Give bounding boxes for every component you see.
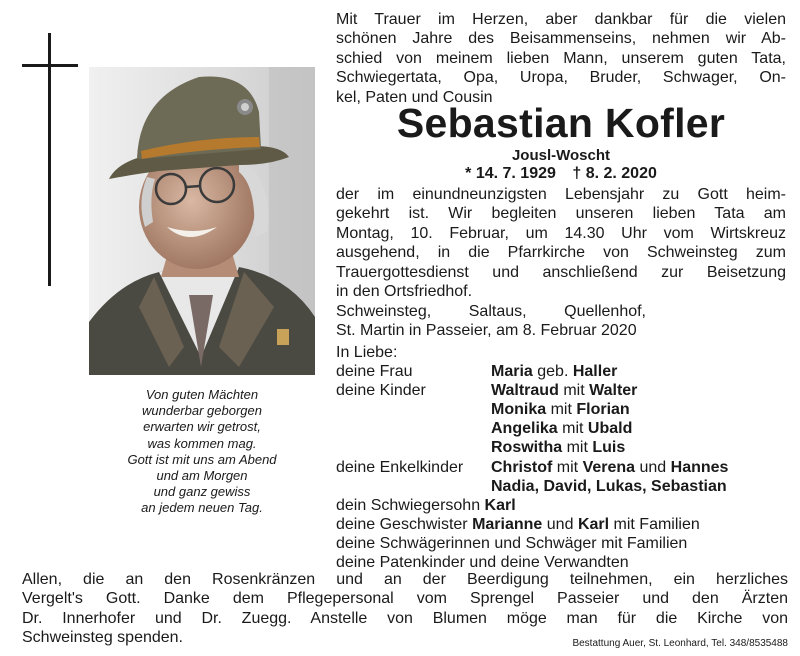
closing-line: Dr. Innerhofer und Dr. Zuegg. Anstelle von Blumen möge man für die Kirche von — [22, 609, 788, 627]
child-conj: mit — [563, 382, 585, 400]
wife-nee: geb. — [537, 363, 569, 381]
poem-line: erwarten wir getrost, — [143, 419, 261, 435]
child-conj: mit — [550, 401, 572, 419]
siblings-rest: mit Familien — [613, 515, 700, 533]
family-heading: In Liebe: — [336, 344, 398, 361]
intro-line: Schwiegertata, Opa, Uropa, Bruder, Schwager, On- — [336, 69, 786, 87]
undertaker-credit: Bestattung Auer, St. Leonhard, Tel. 348/8535488 — [572, 638, 788, 649]
child-name: Roswitha — [491, 439, 563, 457]
funeral-line: gekehrt ist. Wir begleiten unseren lieben Tata am — [336, 205, 786, 223]
funeral-line: Montag, 10. Februar, um 14.30 Uhr vom Wirtskreuz — [336, 224, 786, 242]
closing-text — [22, 570, 788, 648]
poem-line: was kommen mag. — [147, 435, 257, 451]
child-conj: mit — [566, 439, 588, 457]
child-partner: Florian — [576, 401, 630, 419]
family-list — [336, 343, 796, 572]
grandchild-partner: Verena — [582, 458, 636, 476]
child-name: Waltraud — [491, 382, 559, 400]
poem — [89, 387, 315, 517]
child-conj: mit — [562, 420, 584, 438]
children-label: deine Kinder — [336, 382, 426, 400]
deceased-nickname: Jousl-Woscht — [511, 147, 611, 164]
funeral-text — [336, 185, 786, 301]
intro-line: schied von meinem lieben Mann, unserem guten Tata, — [336, 49, 786, 67]
intro-line: kel, Paten und Cousin — [336, 88, 493, 106]
child-partner: Ubald — [587, 420, 633, 438]
soninlaw-name: Karl — [484, 496, 516, 514]
poem-line: und ganz gewiss — [153, 484, 251, 500]
place-line: St. Martin in Passeier, am 8. Februar 2020 — [336, 322, 637, 340]
closing-line: Schweinsteg spenden. — [22, 629, 183, 647]
poem-line: Gott ist mit uns am Abend — [127, 451, 277, 467]
siblings-label: deine Geschwister — [336, 515, 468, 533]
wife-name: Maria — [491, 363, 533, 381]
siblings-conj: und — [546, 515, 574, 533]
soninlaw-label: dein Schwiegersohn — [336, 496, 481, 514]
funeral-line: in den Ortsfriedhof. — [336, 283, 473, 301]
closing-line: Allen, die an den Rosenkränzen und an der Beerdigung teilnehmen, ein herzliches — [22, 571, 788, 588]
child-partner: Luis — [592, 439, 626, 457]
grandchild-name: Hannes — [670, 458, 729, 476]
sibling-name: Karl — [577, 515, 610, 533]
poem-line: und am Morgen — [156, 468, 248, 484]
grandchild-conj: und — [639, 458, 667, 476]
inlaws-line: deine Schwägerinnen und Schwäger mit Familien — [336, 534, 688, 552]
poem-line: wunderbar geborgen — [142, 403, 262, 419]
wife-maiden: Haller — [572, 363, 618, 381]
death-date: † 8. 2. 2020 — [572, 165, 657, 182]
intro-text — [336, 10, 786, 107]
place-date — [336, 302, 786, 341]
grandchild-conj: mit — [556, 458, 579, 476]
place-line: Schweinsteg, Saltaus, Quellenhof, — [336, 303, 646, 320]
grandchildren-label: deine Enkelkinder — [336, 458, 464, 476]
wife-label: deine Frau — [336, 363, 413, 381]
funeral-line: der im einundneunzigsten Lebensjahr zu Gott heim- — [336, 186, 786, 203]
deceased-name: Sebastian Kofler — [396, 100, 726, 146]
poem-line: Von guten Mächten — [145, 387, 259, 402]
cross-horizontal — [22, 64, 78, 67]
child-name: Angelika — [491, 420, 558, 438]
portrait-photo — [89, 67, 315, 375]
intro-line: schönen Jahre des Beisammenseins, nehmen wir Ab- — [336, 30, 786, 48]
sibling-name: Marianne — [472, 515, 543, 533]
grandchildren-names: Nadia, David, Lukas, Sebastian — [491, 477, 727, 495]
intro-line: Mit Trauer im Herzen, aber dankbar für die vielen — [336, 11, 786, 28]
cross-vertical — [48, 33, 51, 286]
birth-date: * 14. 7. 1929 — [465, 165, 556, 182]
closing-line: Vergelt's Gott. Danke dem Pflegepersonal vom Sprengel Passeier und den Ärzten — [22, 590, 788, 608]
funeral-line: Trauergottesdienst und anschließend zur Beisetzung — [336, 263, 786, 281]
funeral-line: ausgehend, in die Pfarrkirche von Schweinsteg zum — [336, 244, 786, 262]
life-dates — [336, 164, 786, 184]
poem-line: an jedem neuen Tag. — [141, 500, 263, 516]
godchildren-line: deine Patenkinder und deine Verwandten — [336, 554, 629, 572]
child-name: Monika — [491, 401, 547, 419]
grandchild-name: Christof — [491, 458, 553, 476]
child-partner: Walter — [589, 382, 638, 400]
